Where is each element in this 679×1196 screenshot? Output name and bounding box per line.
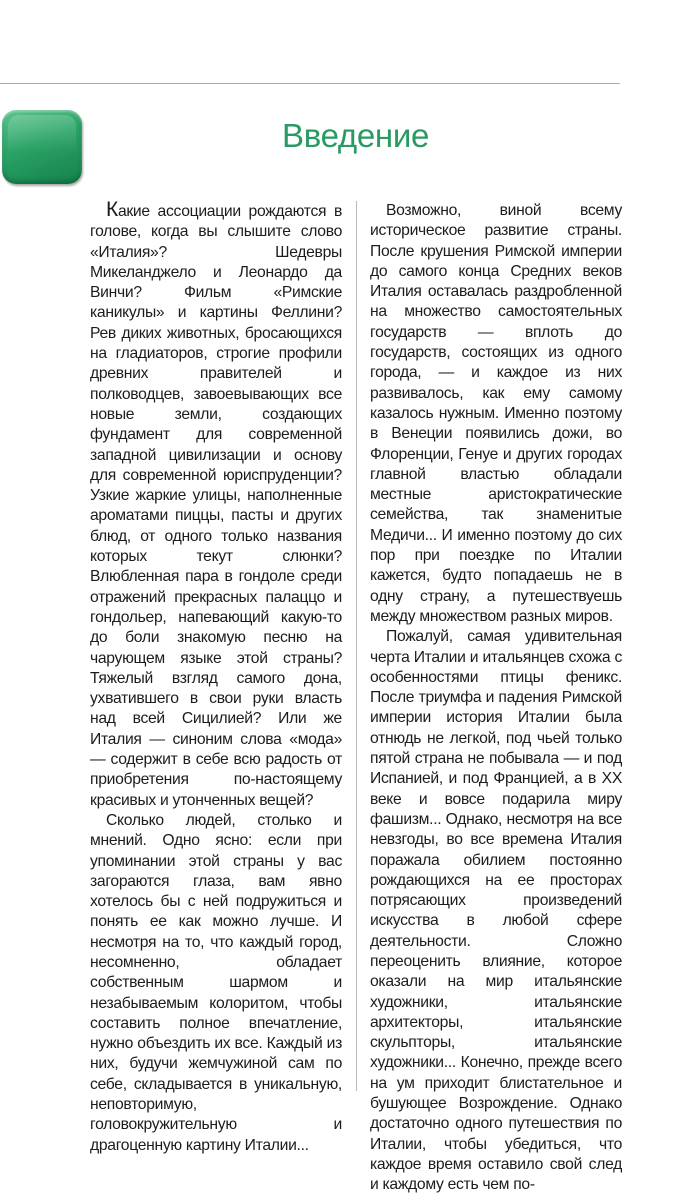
left-paragraph-1	[90, 198, 342, 811]
column-divider	[356, 201, 357, 1091]
green-badge-icon	[2, 110, 82, 184]
right-column	[370, 201, 622, 1196]
left-column	[90, 198, 342, 1156]
left-paragraph-2: Сколько людей, столько и мнений. Одно ясно: если при упоминании этой страны у вас загораются глаза, вам явно хотелось бы с ней подружиться и понять ее как можно лучше. И несмотря на то, что каждый город, несомненно, обладает собственным шармом и незабываемым колоритом, чтобы составить полное впечатление, нужно объездить их все. Каждый из них, будучи жемчужиной сам по себе, складывается в уникальную, неповторимую, головокружительную и драгоценную картину Италии...	[90, 811, 342, 1154]
page-title: Введение	[282, 117, 430, 154]
top-rule	[0, 83, 620, 84]
left-paragraph-1-text: акие ассоциации рождаются в голове, когда вы слышите слово «Италия»? Шедевры Микеланджело и Леонардо да Винчи? Фильм «Римские каникулы» и картины Феллини? Рев диких животных, бросающихся на гладиаторов, строгие профили древних правителей и полководцев, завоевывающих все новые земли, создающих фундамент для современной западной цивилизации и основу для современной юриспруденции? Узкие жаркие улицы, наполненные ароматами пиццы, пасты и других блюд, от одного только названия которых текут слюнки? Влюбленная пара в гондоле среди отражений прекрасных палаццо и гондольер, напевающий какую-то до боли знакомую песню на чарующем языке этой страны? Тяжелый взгляд самого дона, ухватившего в свои руки власть над всей Сицилией? Или же Италия — синоним слова «мода» — содержит в себе всю радость от приобретения по-настоящему красивых и утонченных вещей?	[90, 203, 342, 809]
drop-cap: К	[106, 198, 118, 221]
right-paragraph-1: Возможно, виной всему историческое развитие страны. После крушения Римской империи до самого конца Средних веков Италия оставалась раздробленной на множество самостоятельных государств — вплоть до государств, состоящих из одного города, — и каждое из них развивалось, как ему самому казалось нужным. Именно поэтому в Венеции появились дожи, во Флоренции, Генуе и других городах главной властью обладали местные аристократические семейства, так знаменитые Медичи... И именно поэтому до сих пор при поездке по Италии кажется, будто попадаешь не в одну страну, а путешествуешь между множеством разных миров.	[370, 202, 622, 625]
right-paragraph-2: Пожалуй, самая удивительная черта Италии и итальянцев схожа с особенностями птицы феникс. После триумфа и падения Римской империи история Италии была отнюдь не легкой, под чьей только пятой страна не побывала — и под Испанией, и под Францией, а в XX веке и вовсе подарила миру фашизм... Однако, несмотря на все невзгоды, во все времена Италия поражала обилием постоянно рождающихся на ее просторах потрясающих произведений искусства в любой сфере деятельности. Сложно переоценить влияние, которое оказали на мир итальянские художники, итальянские архитекторы, итальянские скульпторы, итальянские художники... Конечно, прежде всего на ум приходит блистательное и бушующее Возрождение. Однако достаточно одного путешествия по Италии, чтобы убедиться, что каждое время оставило свой след и каждому есть чем по-	[370, 628, 622, 1194]
